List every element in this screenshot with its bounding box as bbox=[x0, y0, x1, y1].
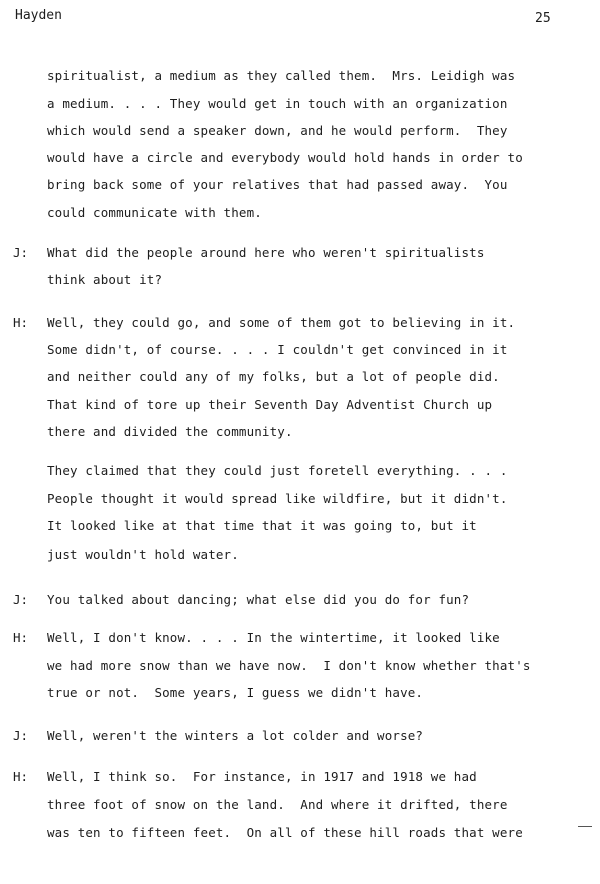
text-line: would have a circle and everybody would hold hands in order to bbox=[47, 150, 523, 165]
text-line: Well, weren't the winters a lot colder and worse? bbox=[47, 728, 424, 743]
text-line: could communicate with them. bbox=[47, 205, 262, 220]
page-edge-mark bbox=[578, 826, 592, 827]
text-line: a medium. . . . They would get in touch with an organization bbox=[47, 96, 508, 111]
text-line: true or not. Some years, I guess we didn't have. bbox=[47, 685, 424, 700]
text-line: People thought it would spread like wildfire, but it didn't. bbox=[47, 491, 508, 506]
text-line: You talked about dancing; what else did you do for fun? bbox=[47, 592, 470, 607]
header-interviewee-name: Hayden bbox=[15, 8, 62, 23]
text-line: three foot of snow on the land. And where it drifted, there bbox=[47, 797, 508, 812]
text-line: think about it? bbox=[47, 272, 163, 287]
speaker-label: H: bbox=[13, 630, 29, 645]
text-line: Well, I think so. For instance, in 1917 and 1918 we had bbox=[47, 769, 477, 784]
text-line: there and divided the community. bbox=[47, 424, 293, 439]
speaker-label: J: bbox=[13, 728, 29, 743]
text-line: spiritualist, a medium as they called them. Mrs. Leidigh was bbox=[47, 68, 516, 83]
text-line: It looked like at that time that it was going to, but it bbox=[47, 518, 477, 533]
text-line: They claimed that they could just foretell everything. . . . bbox=[47, 463, 508, 478]
speaker-label: H: bbox=[13, 769, 29, 784]
text-line: Well, they could go, and some of them got to believing in it. bbox=[47, 315, 516, 330]
speaker-label: J: bbox=[13, 592, 29, 607]
text-line: just wouldn't hold water. bbox=[47, 547, 239, 562]
text-line: What did the people around here who weren't spiritualists bbox=[47, 245, 485, 260]
text-line: Some didn't, of course. . . . I couldn't get convinced in it bbox=[47, 342, 508, 357]
speaker-label: J: bbox=[13, 245, 29, 260]
text-line: which would send a speaker down, and he would perform. They bbox=[47, 123, 508, 138]
text-line: and neither could any of my folks, but a lot of people did. bbox=[47, 369, 500, 384]
text-line: That kind of tore up their Seventh Day Adventist Church up bbox=[47, 397, 493, 412]
speaker-label: H: bbox=[13, 315, 29, 330]
text-line: bring back some of your relatives that had passed away. You bbox=[47, 177, 508, 192]
text-line: Well, I don't know. . . . In the wintertime, it looked like bbox=[47, 630, 500, 645]
text-line: was ten to fifteen feet. On all of these hill roads that were bbox=[47, 825, 523, 840]
text-line: we had more snow than we have now. I don't know whether that's bbox=[47, 658, 531, 673]
page-number: 25 bbox=[535, 11, 551, 26]
